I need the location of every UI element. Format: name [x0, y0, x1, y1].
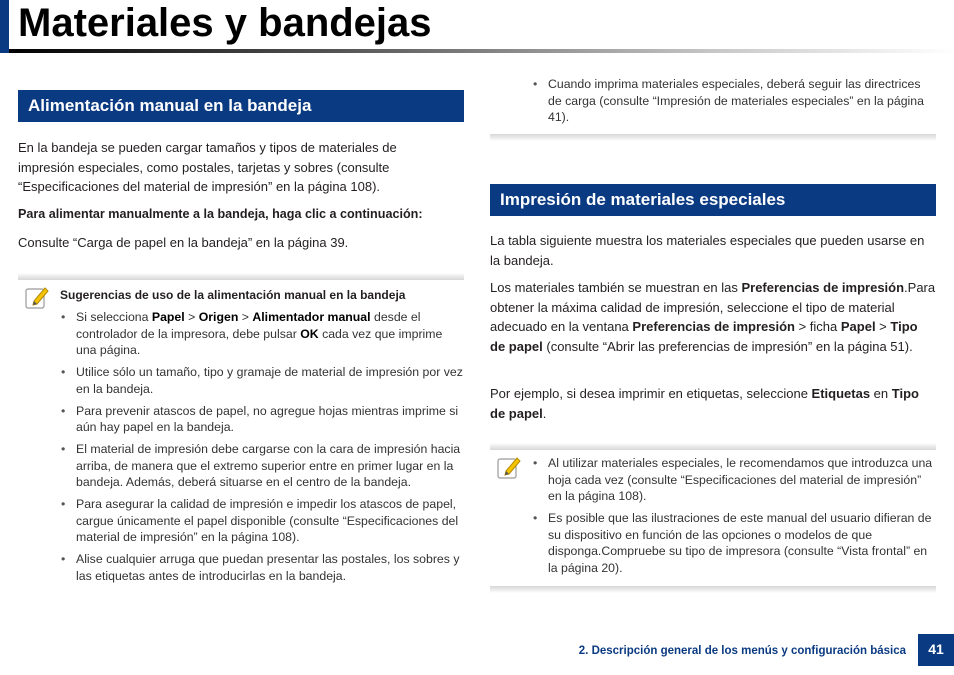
bold-term: Papel [151, 310, 185, 324]
text-run: > [875, 319, 891, 334]
bold-term: Papel [840, 319, 876, 334]
list-item [60, 551, 464, 584]
text-run: Para prevenir atascos de papel, no agregue hojas mientras imprime si aún hay papel en la bandeja. [76, 403, 459, 435]
bold-term: Tipo de papel [490, 386, 919, 421]
note-top-bar [490, 443, 936, 450]
list-item [60, 441, 464, 491]
note-bottom-bar [490, 586, 936, 593]
reference-paragraph: Consulte “Carga de papel en la bandeja” en la página 39. [18, 235, 349, 250]
text-run: Alise cualquier arruga que puedan presentar las postales, los sobres y las etiquetas antes de introducirlas en la bandeja. [76, 552, 460, 583]
text-run: en [870, 386, 892, 401]
list-item [60, 403, 464, 436]
bold-term: Etiquetas [811, 386, 871, 401]
text-run: Utilice sólo un tamaño, tipo y gramaje de material de impresión por vez en la bandeja. [76, 365, 463, 396]
bold-term: Preferencias de impresión [741, 280, 905, 295]
bold-term: Alimentador manual [252, 310, 371, 324]
text-run: .Para obtener la máxima calidad de impresión, seleccione el tipo de material adecuado en la ventana [490, 280, 936, 334]
text-run: El material de impresión debe cargarse con la cara de impresión hacia arriba, de manera que el extremo superior entre en primer lugar en la bandeja. Además, deberá situarse en el centro de la bandeja. [76, 442, 461, 490]
special-media-notes-list [532, 455, 936, 582]
special-media-para-1: La tabla siguiente muestra los materiales especiales que pueden usarse en la bandeja. [490, 233, 925, 268]
bold-term: Tipo de papel [490, 319, 918, 354]
intro-paragraph: En la bandeja se pueden cargar tamaños y tipos de materiales de impresión especiales, como postales, tarjetas y sobres (consulte “Especificaciones del material de impresión” en la página 108). [18, 140, 397, 194]
note-title: Sugerencias de uso de la alimentación manual en la bandeja [60, 288, 406, 302]
list-item [60, 309, 464, 359]
bold-term: Origen [198, 310, 239, 324]
page-number: 41 [918, 634, 954, 666]
title-rule [9, 49, 954, 53]
text-run: desde el controlador de la impresora, debe pulsar [76, 310, 421, 341]
page-title: Materiales y bandejas [18, 1, 432, 45]
text-run: cada vez que imprime una página. [76, 326, 443, 358]
list-item [60, 496, 464, 546]
list-item: • Es posible que las ilustraciones de este manual del usuario difieran de su dispositivo en función de las opciones o modelos de que disponga.Compruebe su tipo de impresora (consulte “Vista frontal” en la página 20). [532, 510, 936, 576]
note-pencil-icon [24, 284, 50, 310]
instruction-paragraph [18, 205, 464, 225]
bold-term: OK [300, 326, 319, 341]
text-run: . [542, 405, 547, 421]
special-media-para-2 [490, 278, 936, 356]
list-item: • Al utilizar materiales especiales, le recomendamos que introduzca una hoja cada vez (consulte “Especificaciones del material de impresión” en la página 108). [532, 455, 936, 505]
special-media-para-3 [490, 384, 936, 423]
note-bottom-bar [490, 134, 936, 141]
text-run: Los materiales también se muestran en las [490, 280, 742, 295]
top-note-list [532, 76, 936, 131]
text-run: > [238, 310, 253, 324]
section-header-special-media: Impresión de materiales especiales [490, 184, 936, 216]
text-run: Por ejemplo, si desea imprimir en etiquetas, seleccione [490, 386, 812, 401]
text-run: Para asegurar la calidad de impresión e impedir los atascos de papel, cargue únicamente el papel disponible (consulte “Especificaciones del material de impresión” en la página 108). [76, 497, 459, 545]
text-run: > [184, 310, 199, 324]
text-run: > ficha [794, 319, 841, 334]
note-top-bar [18, 273, 464, 280]
bold-term: Preferencias de impresión [632, 319, 795, 334]
title-accent-bar [0, 0, 9, 53]
list-item: • Cuando imprima materiales especiales, deberá seguir las directrices de carga (consulte “Impresión de materiales especiales” en la página 41). [532, 76, 936, 126]
section-header-manual-feed: Alimentación manual en la bandeja [18, 90, 464, 122]
text-run: (consulte “Abrir las preferencias de impresión” en la página 51). [542, 338, 913, 354]
text-run: Si selecciona [76, 310, 152, 324]
manual-feed-tips-list [60, 309, 464, 590]
note-pencil-icon [496, 454, 522, 480]
list-item [60, 364, 464, 397]
instruction-text: Para alimentar manualmente a la bandeja, haga clic a continuación: [18, 207, 423, 221]
footer-chapter: 2. Descripción general de los menús y configuración básica [578, 645, 906, 657]
